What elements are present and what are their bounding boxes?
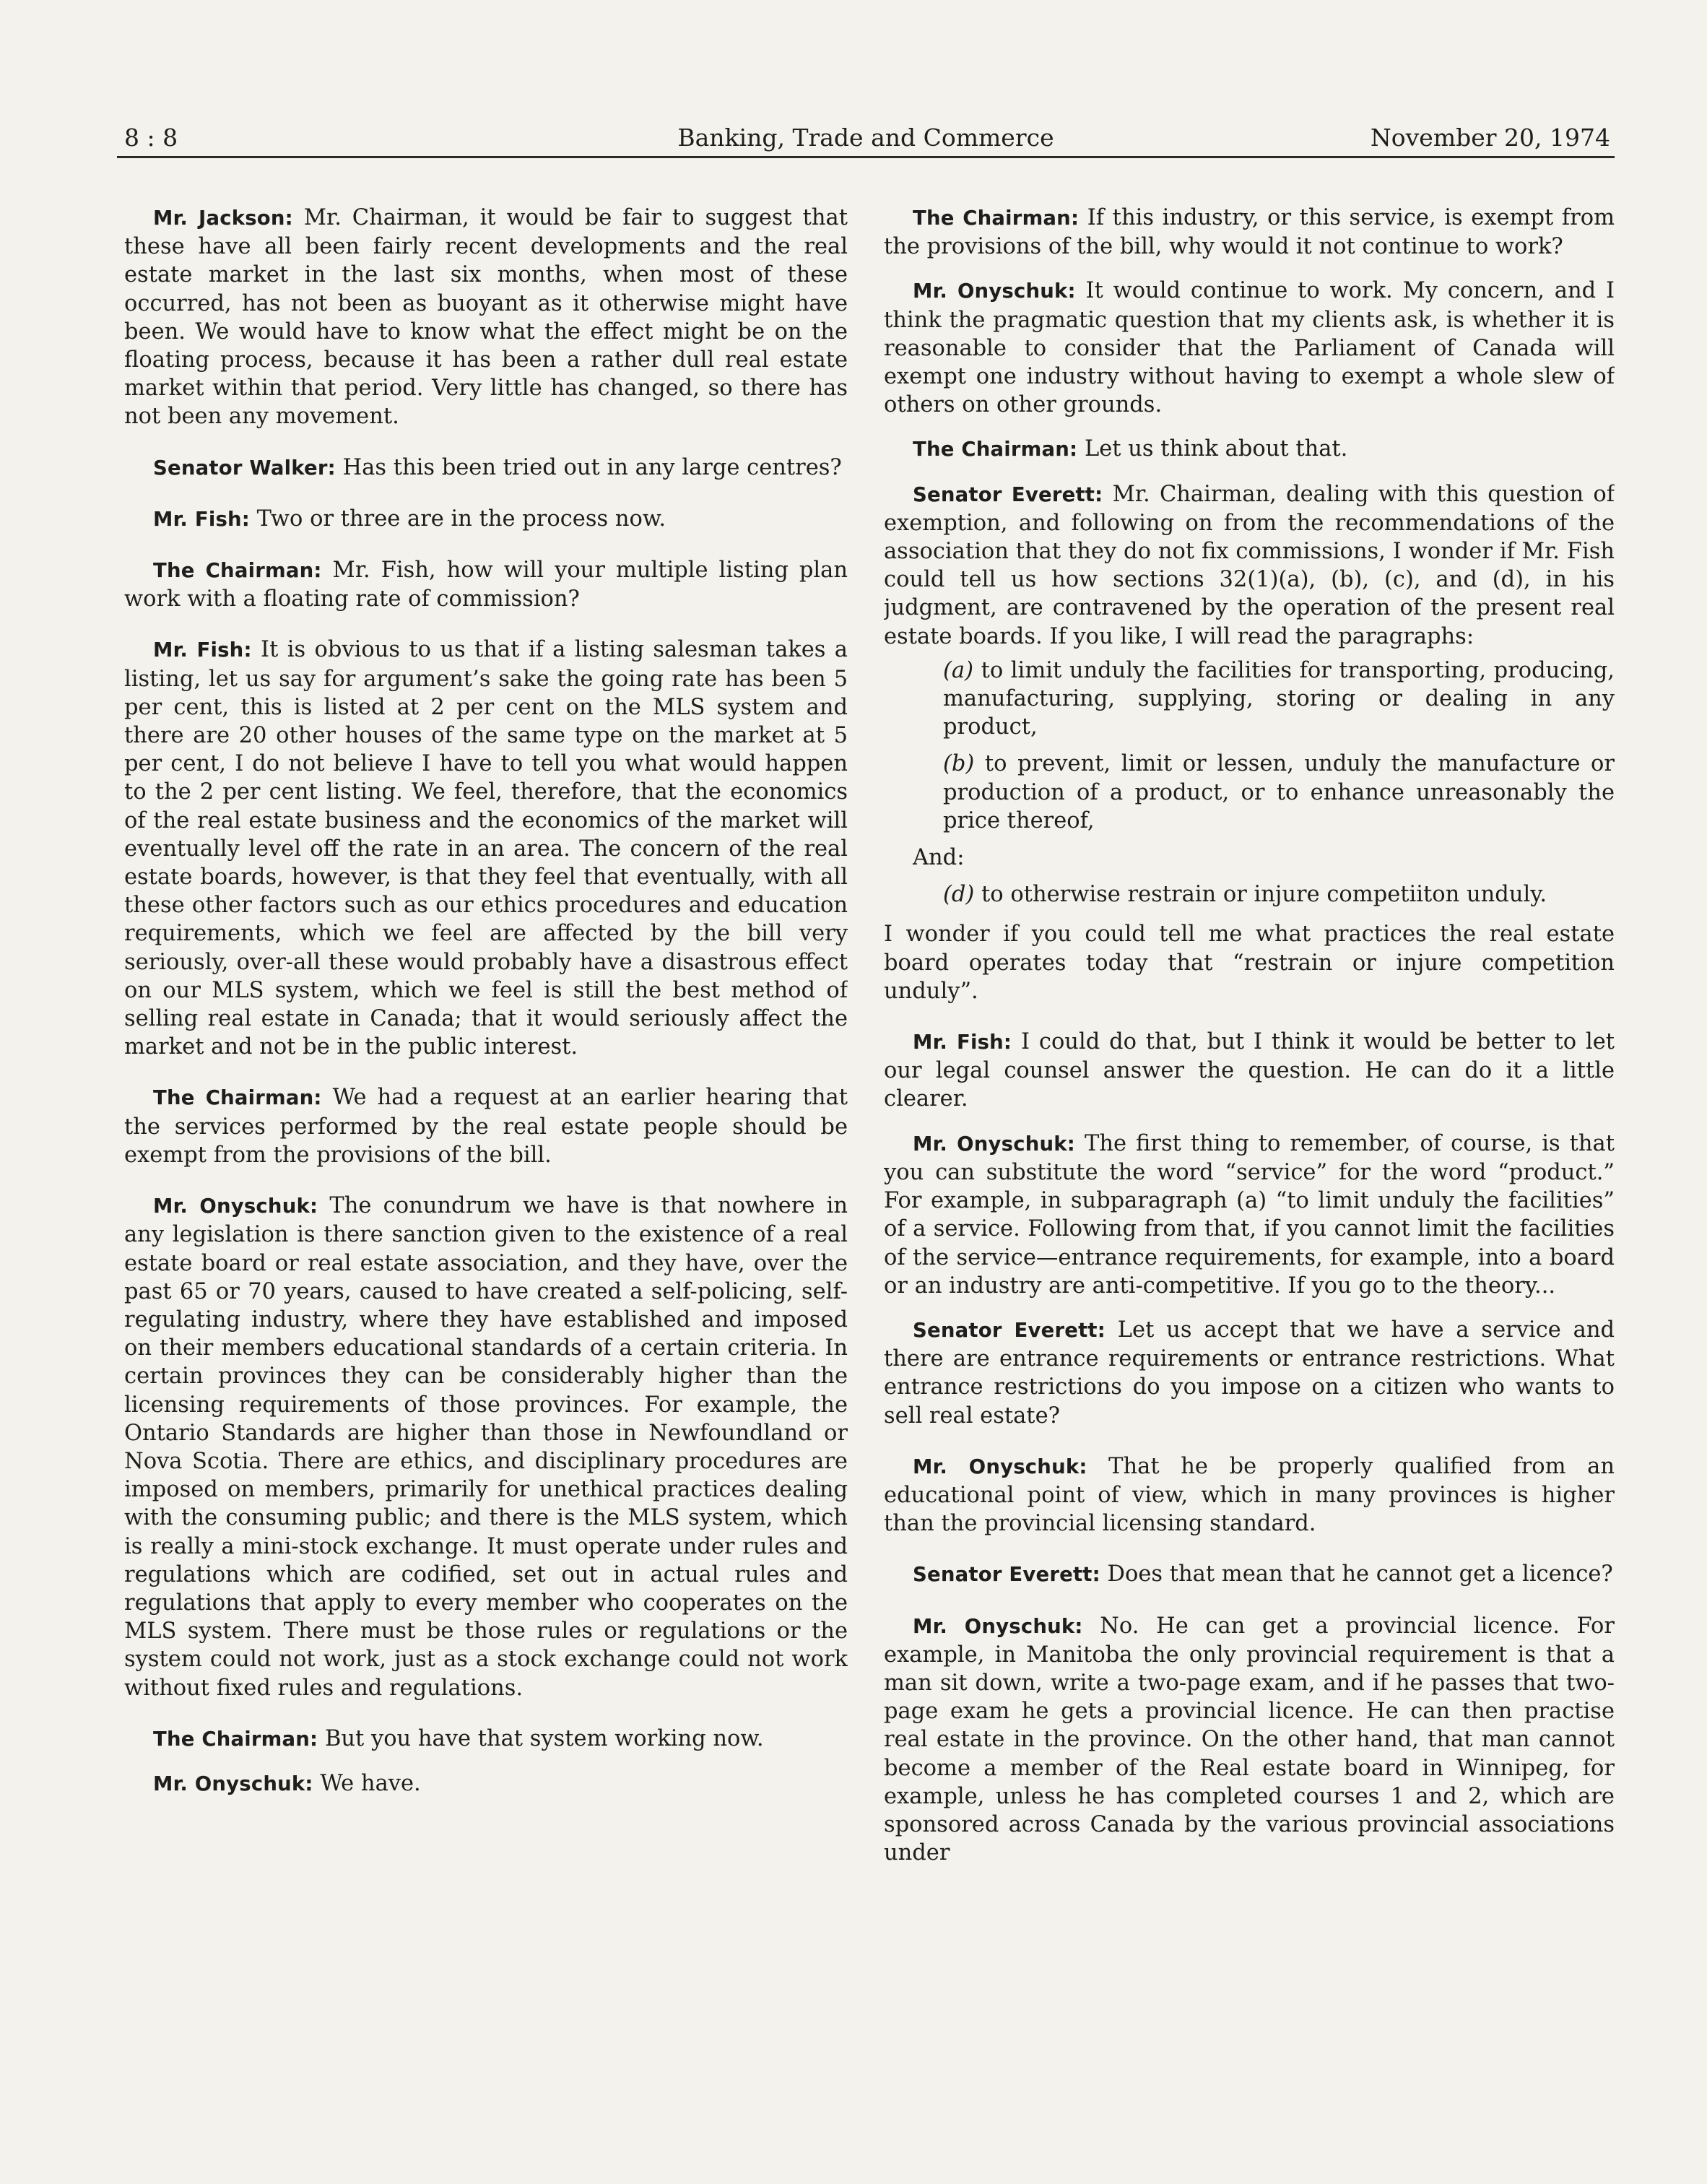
paragraph <box>884 480 1615 651</box>
paragraph <box>884 1316 1615 1430</box>
subparagraph-marker: (d) <box>943 882 975 908</box>
paragraph <box>884 435 1615 464</box>
speaker-name: The Chairman: <box>153 1086 322 1110</box>
speaker-name: The Chairman: <box>153 559 322 583</box>
speech-text: The conundrum we have is that nowhere in any legislation is there sanction given to the existence of a real estate board or real estate association, and they have, over the past 65 or 70 years, caused to have created a self-policing, self-regulating industry, where they have established and imposed on their members educational standards of a certain criteria. In certain provinces they can be considerably higher than the licensing requirements of those provinces. For example, the Ontario Standards are higher than those in Newfoundland or Nova Scotia. There are ethics, and disciplinary procedures are imposed on members, primarily for unethical practices dealing with the consuming public; and there is the MLS system, which is really a mini-stock exchange. It must operate under rules and regulations which are codified, set out in actual rules and regulations that apply to every member who cooperates on the MLS system. There must be those rules or regulations or the system could not work, just as a stock exchange could not work without fixed rules and regulations. <box>124 1193 848 1701</box>
paragraph <box>884 204 1615 261</box>
speaker-name: Senator Everett: <box>913 1318 1106 1342</box>
speech-text: No. He can get a provincial licence. For example, in Manitoba the only provincial requirement is that a man sit down, write a two-page exam, and if he passes that two-page exam he gets a provincial licence. He can then practise real estate in the province. On the other hand, that man cannot become a member of the Real estate board in Winnipeg, for example, unless he has completed courses 1 and 2, which are sponsored across Canada by the various provincial associations under <box>884 1613 1615 1866</box>
speech-text: That he be properly qualified from an educational point of view, which in many provinces is higher than the provincial licensing standard. <box>884 1453 1615 1537</box>
speaker-name: Mr. Onyschuk: <box>913 280 1076 303</box>
speaker-name: Mr. Jackson: <box>153 207 293 230</box>
speaker-name: Mr. Onyschuk: <box>913 1614 1083 1638</box>
paragraph <box>884 1028 1615 1114</box>
speaker-name: The Chairman: <box>913 207 1080 230</box>
speech-text: We have. <box>313 1770 421 1796</box>
speaker-name: Mr. Fish: <box>913 1031 1012 1054</box>
speaker-name: Mr. Fish: <box>153 638 252 662</box>
speaker-name: Senator Everett: <box>913 482 1103 506</box>
paragraph <box>884 1130 1615 1300</box>
speech-text: Let us think about that. <box>1077 436 1348 462</box>
subparagraph-marker: (b) <box>943 751 975 777</box>
speech-text: Mr. Chairman, it would be fair to suggest that these have all been fairly recent developments and the real estate market in the last six months, when most of these occurred, has not been as buoyant as it otherwise might have been. We would have to know what the effect might be on the floating process, because it has been a rather dull real estate market within that period. Very little has changed, so there has not been any movement. <box>124 205 848 430</box>
paragraph <box>124 505 848 534</box>
page-number: 8 : 8 <box>124 124 178 152</box>
paragraph <box>124 556 848 613</box>
publication-title: Banking, Trade and Commerce <box>677 124 1054 152</box>
speaker-name: The Chairman: <box>913 438 1078 462</box>
speaker-name: Senator Everett: <box>913 1563 1100 1587</box>
paragraph <box>124 1725 848 1754</box>
speech-text: But you have that system working now. <box>318 1725 764 1751</box>
paragraph <box>124 1083 848 1169</box>
continuation-paragraph: I wonder if you could tell me what practices the real estate board operates today that “restrain or injure competition unduly”. <box>884 922 1615 1004</box>
speaker-name: Mr. Onyschuk: <box>913 1455 1087 1478</box>
speech-text: It is obvious to us that if a listing salesman takes a listing, let us say for argument’s sake the going rate has been 5 per cent, this is listed at 2 per cent on the MLS system and there are 20 other houses of the same type on the market at 5 per cent, I do not believe I have to tell you what would happen to the 2 per cent listing. We feel, therefore, that the economics of the real estate business and the economics of the market will eventually level off the rate in an area. The concern of the real estate boards, however, is that they feel that eventually, with all these other factors such as our ethics procedures and education requirements, which we feel are affected by the bill very seriously, over-all these would probably have a disastrous effect on our MLS system, which we feel is still the best method of selling real estate in Canada; that it would seriously affect the market and not be in the public interest. <box>124 637 848 1060</box>
speech-text: If this industry, or this service, is exempt from the provisions of the bill, why would it not continue to work? <box>884 205 1615 260</box>
paragraph <box>884 277 1615 419</box>
issue-date: November 20, 1974 <box>1370 124 1610 152</box>
speaker-name: Mr. Onyschuk: <box>153 1195 318 1218</box>
speech-text: Mr. Chairman, dealing with this question of exemption, and following on from the recommendations of the association that they do not fix commissions, I wonder if Mr. Fish could tell us how sections 32(1)(a), (b), (c), and (d), in his judgment, are contravened by the operation of the present real estate boards. If you like, I will read the paragraphs: <box>884 481 1615 649</box>
speech-text: We had a request at an earlier hearing that the services performed by the real estate people should be exempt from the provisions of the bill. <box>124 1085 848 1168</box>
paragraph <box>124 1192 848 1702</box>
quoted-paragraph-a <box>884 656 1615 742</box>
speech-text: Does that mean that he cannot get a licence? <box>1100 1561 1613 1587</box>
speech-text: Two or three are in the process now. <box>249 506 666 532</box>
paragraph <box>884 1612 1615 1868</box>
speech-text: Has this been tried out in any large centres? <box>335 454 842 480</box>
speech-text: I could do that, but I think it would be better to let our legal counsel answer the question. He can do it a little clearer. <box>884 1029 1615 1112</box>
quoted-text: to limit unduly the facilities for transporting, producing, manufacturing, supplying, storing or dealing in any product, <box>943 657 1615 740</box>
right-column <box>884 204 1615 2067</box>
quoted-text: to otherwise restrain or injure competiiton unduly. <box>974 882 1547 908</box>
paragraph <box>884 1560 1615 1589</box>
and-label: And: <box>913 845 965 871</box>
subparagraph-marker: (a) <box>943 657 973 683</box>
speech-text: The first thing to remember, of course, is that you can substitute the word “service” for the word “product.” For example, in subparagraph (a) “to limit unduly the facilities” of a service. Following from that, if you cannot limit the facilities of the service—entrance requirements, for example, into a board or an industry are anti-competitive. If you go to the theory... <box>884 1130 1615 1299</box>
speaker-name: Mr. Onyschuk: <box>153 1772 313 1795</box>
left-column <box>124 204 848 2067</box>
speaker-name: Mr. Onyschuk: <box>913 1132 1075 1156</box>
speech-text: Mr. Fish, how will your multiple listing plan work with a floating rate of commission? <box>124 558 848 612</box>
quoted-text: to prevent, limit or lessen, unduly the manufacture or production of a product, or to enhance unreasonably the price thereof, <box>943 751 1615 833</box>
paragraph <box>124 1769 848 1798</box>
page-header <box>117 120 1615 158</box>
speaker-name: The Chairman: <box>153 1727 318 1751</box>
paragraph <box>124 636 848 1061</box>
quoted-paragraph-d <box>884 880 1615 909</box>
paragraph <box>884 1452 1615 1538</box>
speaker-name: Senator Walker: <box>153 456 336 480</box>
speaker-name: Mr. Fish: <box>153 507 250 531</box>
paragraph <box>124 454 848 482</box>
quoted-paragraph-b <box>884 750 1615 835</box>
paragraph <box>124 204 848 431</box>
speech-text: It would continue to work. My concern, and I think the pragmatic question that my clients ask, is whether it is reasonable to consider that the Parliament of Canada will exempt one industry without having to exempt a whole slew of others on other grounds. <box>884 278 1615 418</box>
speech-text: Let us accept that we have a service and there are entrance requirements or entrance restrictions. What entrance restrictions do you impose on a citizen who wants to sell real estate? <box>884 1317 1615 1429</box>
